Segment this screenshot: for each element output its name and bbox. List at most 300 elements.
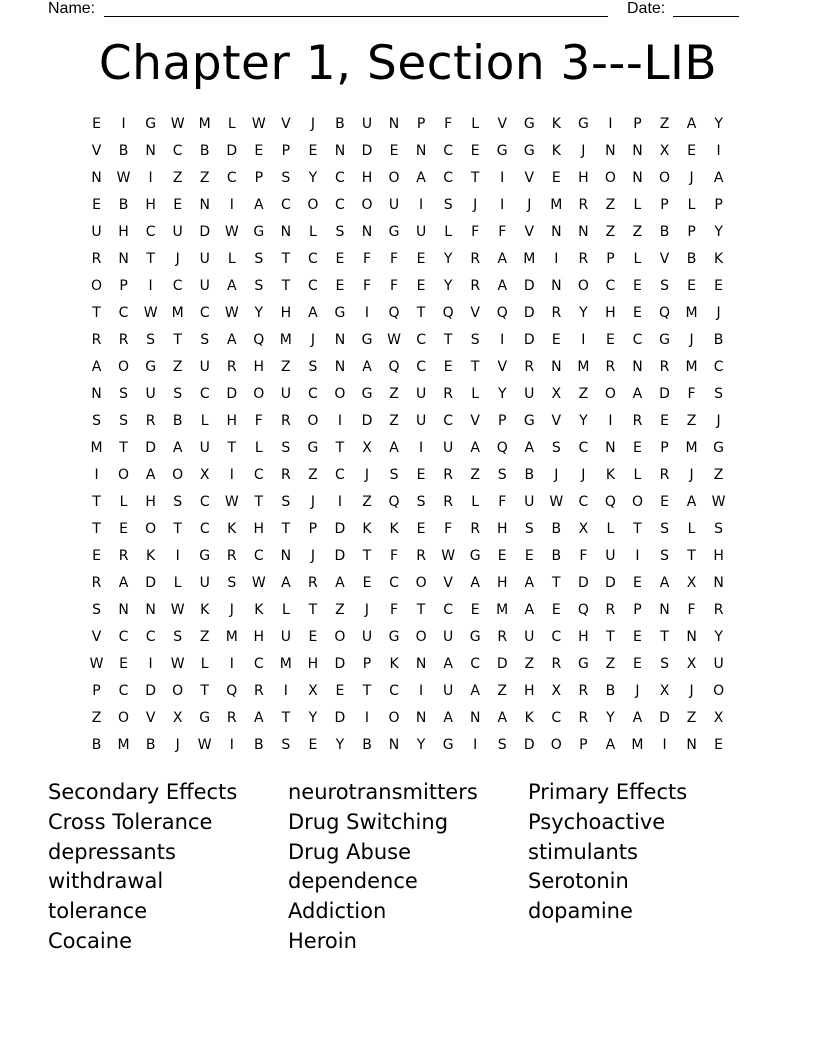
grid-cell[interactable]: E [173, 197, 183, 213]
grid-cell[interactable]: V [470, 413, 480, 429]
grid-cell[interactable]: Z [713, 467, 724, 483]
grid-cell[interactable]: K [200, 602, 210, 618]
grid-cell[interactable]: O [713, 683, 725, 699]
grid-cell[interactable]: Y [308, 710, 318, 726]
grid-cell[interactable]: L [471, 116, 480, 132]
grid-cell[interactable]: M [117, 737, 130, 753]
grid-cell[interactable]: O [145, 521, 157, 537]
grid-cell[interactable]: A [524, 602, 535, 618]
grid-cell[interactable]: I [419, 197, 424, 213]
grid-cell[interactable]: P [660, 197, 669, 213]
grid-cell[interactable]: E [633, 629, 642, 645]
grid-cell[interactable]: I [554, 251, 559, 267]
grid-cell[interactable]: M [279, 656, 292, 672]
grid-cell[interactable]: K [714, 251, 724, 267]
grid-cell[interactable]: B [254, 737, 264, 753]
grid-cell[interactable]: E [551, 602, 561, 618]
grid-cell[interactable]: H [226, 413, 238, 429]
grid-cell[interactable]: C [308, 386, 318, 402]
grid-cell[interactable]: Z [335, 602, 345, 618]
grid-cell[interactable]: L [308, 224, 317, 240]
grid-cell[interactable]: Z [389, 386, 399, 402]
grid-cell[interactable]: V [659, 251, 670, 267]
grid-cell[interactable]: Z [497, 683, 508, 699]
grid-cell[interactable]: O [604, 386, 616, 402]
grid-cell[interactable]: Z [605, 656, 616, 672]
grid-cell[interactable]: S [660, 278, 669, 294]
grid-cell[interactable]: P [633, 116, 642, 132]
grid-cell[interactable]: T [146, 251, 155, 267]
grid-cell[interactable]: V [91, 143, 102, 159]
grid-cell[interactable]: Z [199, 629, 210, 645]
grid-cell[interactable]: Z [172, 170, 183, 186]
grid-cell[interactable]: S [524, 521, 534, 537]
grid-cell[interactable]: U [280, 386, 291, 402]
grid-cell[interactable]: U [91, 224, 102, 240]
grid-cell[interactable]: A [145, 467, 156, 483]
grid-cell[interactable]: T [606, 629, 615, 645]
grid-cell[interactable]: S [551, 440, 561, 456]
grid-cell[interactable]: P [633, 602, 642, 618]
grid-cell[interactable]: A [497, 710, 508, 726]
grid-cell[interactable]: T [362, 683, 372, 699]
grid-cell[interactable]: R [551, 656, 562, 672]
grid-cell[interactable]: I [148, 656, 153, 672]
grid-cell[interactable]: S [173, 386, 183, 402]
grid-cell[interactable]: S [200, 332, 210, 348]
grid-cell[interactable]: E [633, 305, 642, 321]
grid-cell[interactable]: B [551, 521, 562, 537]
grid-cell[interactable]: O [388, 710, 400, 726]
grid-cell[interactable]: G [199, 710, 211, 726]
grid-cell[interactable]: A [497, 278, 508, 294]
grid-cell[interactable]: J [175, 737, 180, 753]
grid-cell[interactable]: N [469, 710, 481, 726]
grid-cell[interactable]: R [659, 467, 670, 483]
grid-cell[interactable]: J [229, 602, 234, 618]
grid-cell[interactable]: V [443, 575, 453, 591]
grid-cell[interactable]: G [307, 440, 319, 456]
grid-cell[interactable]: Z [389, 413, 399, 429]
grid-cell[interactable]: R [632, 413, 643, 429]
grid-cell[interactable]: W [170, 656, 185, 672]
grid-cell[interactable]: Z [199, 170, 210, 186]
grid-cell[interactable]: H [280, 305, 292, 321]
grid-cell[interactable]: G [361, 332, 373, 348]
grid-cell[interactable]: U [361, 629, 373, 645]
grid-cell[interactable]: S [281, 440, 291, 456]
grid-cell[interactable]: D [145, 440, 156, 456]
grid-cell[interactable]: N [334, 332, 346, 348]
grid-cell[interactable]: S [416, 494, 426, 510]
grid-cell[interactable]: D [496, 656, 508, 672]
grid-cell[interactable]: C [335, 170, 345, 186]
grid-cell[interactable]: N [578, 224, 589, 240]
grid-cell[interactable]: A [226, 332, 237, 348]
grid-cell[interactable]: H [578, 170, 589, 186]
grid-cell[interactable]: D [145, 683, 156, 699]
grid-cell[interactable]: N [713, 575, 724, 591]
grid-cell[interactable]: J [473, 197, 478, 213]
grid-cell[interactable]: Z [605, 197, 616, 213]
grid-cell[interactable]: A [389, 440, 399, 456]
grid-cell[interactable]: F [254, 413, 263, 429]
grid-cell[interactable]: Y [579, 413, 588, 429]
grid-cell[interactable]: S [227, 575, 237, 591]
grid-cell[interactable]: N [91, 170, 102, 186]
grid-cell[interactable]: G [442, 737, 454, 753]
grid-cell[interactable]: N [605, 143, 616, 159]
grid-cell[interactable]: C [118, 305, 129, 321]
grid-cell[interactable]: G [659, 332, 670, 348]
grid-cell[interactable]: Y [714, 116, 723, 132]
grid-cell[interactable]: E [660, 413, 669, 429]
grid-cell[interactable]: E [443, 359, 453, 375]
grid-cell[interactable]: M [496, 602, 509, 618]
grid-cell[interactable]: A [226, 278, 237, 294]
grid-cell[interactable]: I [608, 413, 613, 429]
grid-cell[interactable]: X [659, 143, 670, 159]
name-field-line[interactable] [104, 16, 608, 17]
grid-cell[interactable]: F [390, 548, 399, 564]
grid-cell[interactable]: A [470, 683, 480, 699]
grid-cell[interactable]: R [91, 332, 102, 348]
grid-cell[interactable]: J [364, 467, 370, 483]
grid-cell[interactable]: K [605, 467, 615, 483]
grid-cell[interactable]: V [281, 116, 291, 132]
grid-cell[interactable]: Z [91, 710, 102, 726]
grid-cell[interactable]: L [200, 413, 209, 429]
grid-cell[interactable]: N [632, 359, 643, 375]
grid-cell[interactable]: O [91, 278, 103, 294]
grid-cell[interactable]: R [416, 548, 426, 564]
grid-cell[interactable]: D [605, 575, 616, 591]
grid-cell[interactable]: C [199, 494, 210, 510]
grid-cell[interactable]: E [308, 737, 318, 753]
grid-cell[interactable]: J [689, 467, 694, 483]
grid-cell[interactable]: E [714, 278, 724, 294]
grid-cell[interactable]: V [145, 710, 156, 726]
grid-cell[interactable]: E [470, 602, 480, 618]
grid-cell[interactable]: F [444, 521, 453, 537]
grid-cell[interactable]: B [118, 143, 129, 159]
grid-cell[interactable]: W [170, 602, 185, 618]
grid-cell[interactable]: D [523, 737, 535, 753]
grid-cell[interactable]: A [443, 710, 453, 726]
grid-cell[interactable]: Z [686, 710, 697, 726]
grid-cell[interactable]: O [415, 575, 427, 591]
grid-cell[interactable]: L [254, 440, 263, 456]
grid-cell[interactable]: M [550, 197, 563, 213]
grid-cell[interactable]: R [470, 251, 481, 267]
grid-cell[interactable]: S [92, 413, 101, 429]
grid-cell[interactable]: B [172, 413, 183, 429]
grid-cell[interactable]: T [200, 683, 209, 699]
grid-cell[interactable]: T [470, 359, 480, 375]
grid-cell[interactable]: K [389, 656, 399, 672]
grid-cell[interactable]: A [308, 305, 318, 321]
grid-cell[interactable]: T [227, 440, 237, 456]
grid-cell[interactable]: Z [281, 359, 291, 375]
grid-cell[interactable]: T [416, 305, 426, 321]
grid-cell[interactable]: N [280, 224, 292, 240]
grid-cell[interactable]: M [171, 305, 184, 321]
grid-cell[interactable]: J [716, 305, 721, 321]
grid-cell[interactable]: S [497, 467, 507, 483]
grid-cell[interactable]: K [551, 143, 561, 159]
grid-cell[interactable]: J [689, 332, 694, 348]
grid-cell[interactable]: U [199, 251, 210, 267]
grid-cell[interactable]: S [146, 332, 156, 348]
grid-cell[interactable]: W [711, 494, 726, 510]
grid-cell[interactable]: T [281, 278, 291, 294]
grid-cell[interactable]: E [633, 656, 642, 672]
grid-cell[interactable]: C [199, 305, 210, 321]
grid-cell[interactable]: Y [308, 170, 318, 186]
grid-cell[interactable]: J [310, 332, 315, 348]
grid-cell[interactable]: S [173, 494, 183, 510]
grid-cell[interactable]: G [334, 305, 346, 321]
grid-cell[interactable]: W [387, 332, 401, 348]
grid-cell[interactable]: P [687, 224, 696, 240]
grid-cell[interactable]: C [145, 224, 156, 240]
grid-cell[interactable]: S [173, 629, 183, 645]
grid-cell[interactable]: U [361, 116, 373, 132]
grid-cell[interactable]: A [470, 440, 480, 456]
grid-cell[interactable]: I [581, 332, 586, 348]
grid-cell[interactable]: J [689, 683, 694, 699]
grid-cell[interactable]: R [470, 278, 481, 294]
grid-cell[interactable]: N [334, 359, 346, 375]
grid-cell[interactable]: Z [659, 116, 670, 132]
grid-cell[interactable]: U [145, 386, 156, 402]
grid-cell[interactable]: Q [388, 305, 400, 321]
grid-cell[interactable]: E [633, 440, 642, 456]
grid-cell[interactable]: C [416, 359, 426, 375]
grid-cell[interactable]: A [632, 386, 643, 402]
grid-cell[interactable]: U [443, 440, 454, 456]
grid-cell[interactable]: I [500, 332, 505, 348]
grid-cell[interactable]: P [498, 413, 507, 429]
grid-cell[interactable]: C [172, 143, 183, 159]
grid-cell[interactable]: L [227, 116, 236, 132]
grid-cell[interactable]: V [91, 629, 102, 645]
grid-cell[interactable]: T [416, 602, 426, 618]
grid-cell[interactable]: H [605, 305, 616, 321]
grid-cell[interactable]: P [416, 116, 426, 132]
grid-cell[interactable]: A [254, 710, 264, 726]
grid-cell[interactable]: Q [496, 440, 508, 456]
grid-cell[interactable]: A [524, 575, 535, 591]
grid-cell[interactable]: C [335, 197, 345, 213]
grid-cell[interactable]: W [224, 305, 239, 321]
grid-cell[interactable]: Z [308, 467, 318, 483]
grid-cell[interactable]: F [362, 251, 372, 267]
grid-cell[interactable]: O [550, 737, 562, 753]
grid-cell[interactable]: B [118, 197, 129, 213]
grid-cell[interactable]: G [577, 116, 589, 132]
grid-cell[interactable]: C [632, 332, 643, 348]
grid-cell[interactable]: J [310, 548, 315, 564]
grid-cell[interactable]: K [227, 521, 237, 537]
grid-cell[interactable]: E [416, 251, 426, 267]
grid-cell[interactable]: X [362, 440, 372, 456]
grid-cell[interactable]: L [633, 251, 642, 267]
grid-cell[interactable]: A [524, 440, 535, 456]
grid-cell[interactable]: N [145, 143, 156, 159]
grid-cell[interactable]: J [581, 467, 586, 483]
grid-cell[interactable]: I [500, 197, 505, 213]
grid-cell[interactable]: B [335, 116, 345, 132]
grid-cell[interactable]: W [441, 548, 456, 564]
grid-cell[interactable]: F [498, 494, 507, 510]
grid-cell[interactable]: O [577, 278, 589, 294]
grid-cell[interactable]: A [172, 440, 183, 456]
grid-cell[interactable]: Y [416, 737, 426, 753]
grid-cell[interactable]: Q [226, 683, 238, 699]
grid-cell[interactable]: E [633, 278, 642, 294]
grid-cell[interactable]: R [308, 575, 318, 591]
grid-cell[interactable]: O [361, 197, 373, 213]
grid-cell[interactable]: Z [172, 359, 183, 375]
grid-cell[interactable]: B [605, 683, 616, 699]
grid-cell[interactable]: G [496, 143, 508, 159]
grid-cell[interactable]: O [388, 170, 400, 186]
grid-cell[interactable]: S [335, 224, 345, 240]
grid-cell[interactable]: T [552, 575, 561, 591]
grid-cell[interactable]: X [686, 656, 697, 672]
grid-cell[interactable]: S [281, 494, 291, 510]
grid-cell[interactable]: T [119, 440, 128, 456]
grid-cell[interactable]: S [119, 386, 129, 402]
grid-cell[interactable]: U [388, 197, 400, 213]
grid-cell[interactable]: I [148, 170, 153, 186]
grid-cell[interactable]: O [118, 467, 130, 483]
grid-cell[interactable]: D [659, 386, 670, 402]
grid-cell[interactable]: L [200, 656, 209, 672]
grid-cell[interactable]: I [364, 710, 370, 726]
grid-cell[interactable]: G [577, 656, 589, 672]
grid-cell[interactable]: C [253, 467, 264, 483]
grid-cell[interactable]: A [686, 494, 697, 510]
grid-cell[interactable]: B [145, 737, 156, 753]
grid-cell[interactable]: F [687, 602, 696, 618]
grid-cell[interactable]: E [92, 116, 101, 132]
grid-cell[interactable]: I [635, 548, 640, 564]
grid-cell[interactable]: P [579, 737, 588, 753]
grid-cell[interactable]: R [497, 629, 508, 645]
grid-cell[interactable]: L [471, 386, 480, 402]
grid-cell[interactable]: I [283, 683, 288, 699]
grid-cell[interactable]: E [714, 737, 724, 753]
grid-cell[interactable]: B [91, 737, 102, 753]
grid-cell[interactable]: Y [443, 251, 453, 267]
grid-cell[interactable]: H [253, 629, 265, 645]
grid-cell[interactable]: O [658, 170, 671, 186]
grid-cell[interactable]: S [714, 386, 724, 402]
grid-cell[interactable]: N [659, 602, 670, 618]
grid-cell[interactable]: W [143, 305, 158, 321]
grid-cell[interactable]: K [362, 521, 372, 537]
grid-cell[interactable]: F [579, 548, 588, 564]
grid-cell[interactable]: W [224, 494, 239, 510]
grid-cell[interactable]: E [605, 332, 615, 348]
grid-cell[interactable]: P [308, 521, 318, 537]
grid-cell[interactable]: T [281, 521, 291, 537]
grid-cell[interactable]: P [119, 278, 128, 294]
grid-cell[interactable]: U [524, 494, 535, 510]
grid-cell[interactable]: J [310, 116, 315, 132]
grid-cell[interactable]: R [470, 521, 481, 537]
grid-cell[interactable]: U [443, 683, 454, 699]
grid-cell[interactable]: G [361, 386, 373, 402]
grid-cell[interactable]: M [685, 359, 698, 375]
grid-cell[interactable]: V [551, 413, 562, 429]
grid-cell[interactable]: D [523, 305, 535, 321]
grid-cell[interactable]: U [199, 278, 210, 294]
grid-cell[interactable]: S [254, 278, 264, 294]
grid-cell[interactable]: K [389, 521, 399, 537]
grid-cell[interactable]: I [364, 305, 370, 321]
grid-cell[interactable]: L [633, 467, 642, 483]
grid-cell[interactable]: I [662, 737, 667, 753]
grid-cell[interactable]: D [145, 575, 156, 591]
grid-cell[interactable]: R [443, 494, 453, 510]
grid-cell[interactable]: I [337, 494, 343, 510]
grid-cell[interactable]: N [91, 386, 102, 402]
grid-cell[interactable]: D [523, 278, 535, 294]
grid-cell[interactable]: W [549, 494, 564, 510]
grid-cell[interactable]: R [226, 548, 237, 564]
grid-cell[interactable]: O [253, 386, 265, 402]
grid-cell[interactable]: T [308, 602, 318, 618]
grid-cell[interactable]: A [91, 359, 102, 375]
grid-cell[interactable]: E [660, 494, 669, 510]
grid-cell[interactable]: H [496, 575, 508, 591]
grid-cell[interactable]: A [254, 197, 264, 213]
grid-cell[interactable]: Q [577, 602, 589, 618]
grid-cell[interactable]: Q [658, 305, 671, 321]
grid-cell[interactable]: E [335, 251, 345, 267]
grid-cell[interactable]: I [500, 170, 505, 186]
grid-cell[interactable]: I [419, 683, 424, 699]
grid-cell[interactable]: R [578, 251, 589, 267]
grid-cell[interactable]: J [716, 413, 721, 429]
grid-cell[interactable]: S [470, 332, 480, 348]
grid-cell[interactable]: W [224, 224, 239, 240]
grid-cell[interactable]: I [148, 278, 153, 294]
grid-cell[interactable]: O [118, 710, 130, 726]
grid-cell[interactable]: J [364, 602, 370, 618]
grid-cell[interactable]: E [687, 278, 696, 294]
grid-cell[interactable]: S [92, 602, 101, 618]
grid-cell[interactable]: N [551, 359, 562, 375]
grid-cell[interactable]: D [523, 332, 535, 348]
grid-cell[interactable]: N [551, 278, 562, 294]
grid-cell[interactable]: A [605, 737, 616, 753]
grid-cell[interactable]: N [551, 224, 562, 240]
grid-cell[interactable]: R [551, 305, 562, 321]
grid-cell[interactable]: N [686, 737, 697, 753]
grid-cell[interactable]: R [253, 683, 264, 699]
grid-cell[interactable]: C [226, 170, 237, 186]
grid-cell[interactable]: U [524, 386, 535, 402]
grid-cell[interactable]: R [605, 602, 616, 618]
grid-cell[interactable]: R [605, 359, 616, 375]
grid-cell[interactable]: D [577, 575, 589, 591]
grid-cell[interactable]: R [91, 575, 102, 591]
grid-cell[interactable]: X [578, 521, 589, 537]
